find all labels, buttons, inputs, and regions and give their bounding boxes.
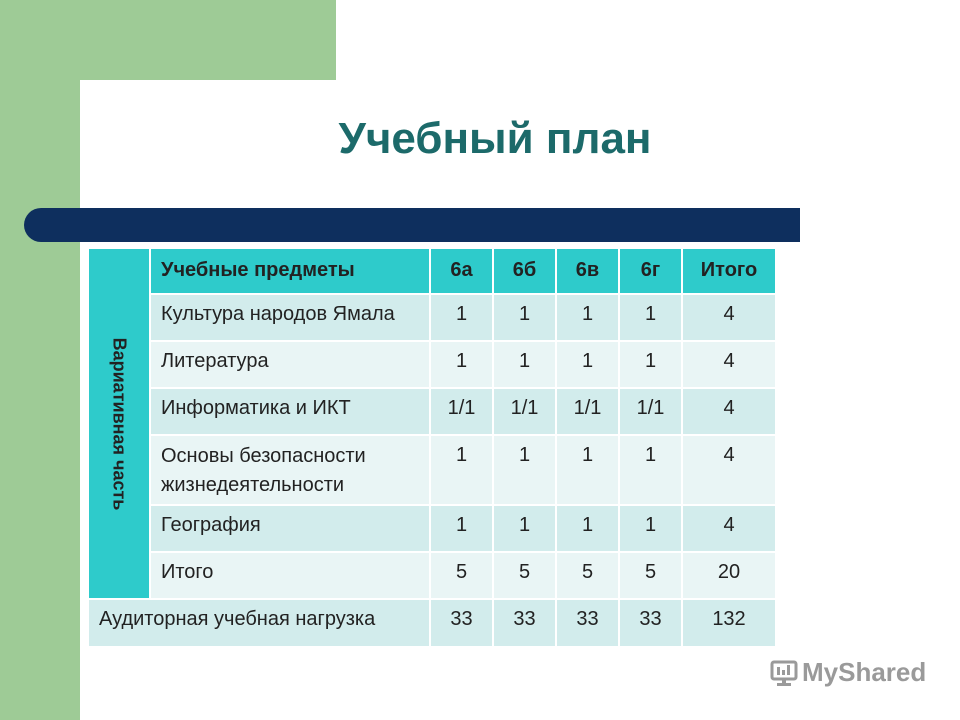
total-cell: 4 <box>682 294 776 341</box>
value-cell: 1 <box>619 435 682 505</box>
title-underline-bar <box>24 208 800 242</box>
total-cell: 4 <box>682 505 776 552</box>
total-cell: 20 <box>682 552 776 599</box>
table-row <box>88 505 776 552</box>
subject-cell: Итого <box>150 552 430 599</box>
value-cell: 5 <box>556 552 619 599</box>
header-6g: 6г <box>619 248 682 294</box>
subject-cell: Информатика и ИКТ <box>150 388 430 435</box>
value-cell: 1/1 <box>493 388 556 435</box>
value-cell: 1 <box>493 505 556 552</box>
table-row <box>88 552 776 599</box>
table-header-row <box>88 248 776 294</box>
value-cell: 5 <box>430 552 493 599</box>
watermark-text: MyShared <box>802 657 927 687</box>
header-6b: 6б <box>493 248 556 294</box>
value-cell: 1 <box>556 505 619 552</box>
header-6a: 6а <box>430 248 493 294</box>
total-cell: 4 <box>682 341 776 388</box>
subject-cell: Основы безопасности жизнедеятельности <box>150 435 430 505</box>
header-6v: 6в <box>556 248 619 294</box>
side-label-cell <box>88 248 150 599</box>
value-cell: 1 <box>493 294 556 341</box>
header-subject: Учебные предметы <box>150 248 430 294</box>
value-cell: 1 <box>619 294 682 341</box>
footer-value: 33 <box>430 599 493 647</box>
value-cell: 1 <box>493 341 556 388</box>
footer-value: 33 <box>556 599 619 647</box>
value-cell: 5 <box>493 552 556 599</box>
value-cell: 1/1 <box>619 388 682 435</box>
footer-total: 132 <box>682 599 776 647</box>
table-row <box>88 435 776 505</box>
subject-cell: География <box>150 505 430 552</box>
total-cell: 4 <box>682 388 776 435</box>
value-cell: 1 <box>430 505 493 552</box>
subject-cell: Литература <box>150 341 430 388</box>
table-row <box>88 388 776 435</box>
value-cell: 1 <box>430 341 493 388</box>
footer-label: Аудиторная учебная нагрузка <box>88 599 430 647</box>
green-frame-top <box>80 0 336 80</box>
value-cell: 1/1 <box>430 388 493 435</box>
curriculum-table <box>87 247 777 648</box>
footer-value: 33 <box>619 599 682 647</box>
value-cell: 1 <box>556 341 619 388</box>
presentation-board-icon <box>770 659 798 687</box>
value-cell: 1 <box>430 294 493 341</box>
value-cell: 1 <box>619 505 682 552</box>
footer-value: 33 <box>493 599 556 647</box>
table-footer-row <box>88 599 776 647</box>
value-cell: 1/1 <box>556 388 619 435</box>
value-cell: 5 <box>619 552 682 599</box>
value-cell: 1 <box>619 341 682 388</box>
value-cell: 1 <box>493 435 556 505</box>
slide-title: Учебный план <box>338 114 652 163</box>
side-label: Вариативная часть <box>109 337 130 510</box>
value-cell: 1 <box>556 294 619 341</box>
green-frame-left <box>0 0 80 720</box>
subject-cell: Культура народов Ямала <box>150 294 430 341</box>
value-cell: 1 <box>430 435 493 505</box>
header-total: Итого <box>682 248 776 294</box>
total-cell: 4 <box>682 435 776 505</box>
value-cell: 1 <box>556 435 619 505</box>
table-row <box>88 294 776 341</box>
watermark-logo <box>770 657 926 688</box>
table-row <box>88 341 776 388</box>
